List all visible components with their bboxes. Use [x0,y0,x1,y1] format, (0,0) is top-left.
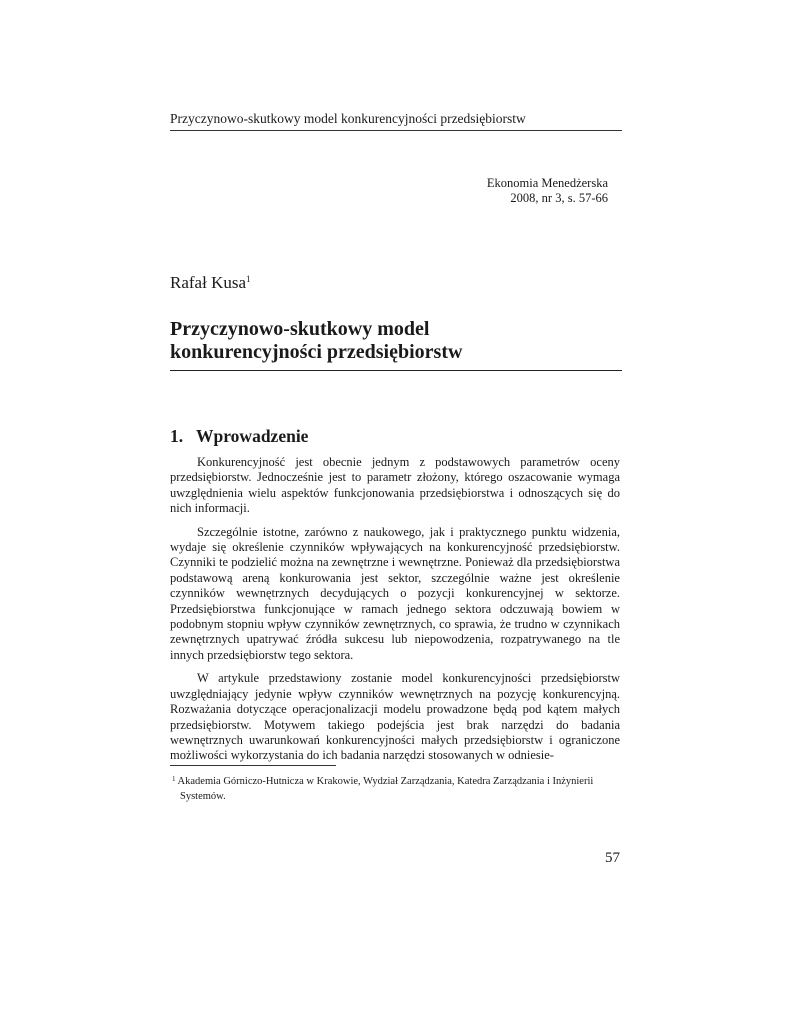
footnote-text: Akademia Górniczo-Hutnicza w Krakowie, Wydział Zarządzania, Katedra Zarządzania i Inżynierii Systemów. [177,776,594,802]
footnote-mark: 1 [172,775,176,783]
section-title: Wprowadzenie [196,426,309,446]
article-title [170,318,622,371]
journal-info [400,176,608,206]
title-line-1: Przyczynowo-skutkowy model [170,318,430,340]
section-heading [170,425,308,447]
body-text [170,455,620,772]
section-number: 1. [170,426,184,446]
author-line [170,269,251,293]
page-number: 57 [605,850,620,866]
title-line-2: konkurencyjności przedsiębiorstw [170,341,463,363]
author-footnote-mark: 1 [246,274,251,284]
journal-name: Ekonomia Menedżerska [486,176,608,190]
paragraph: Konkurencyjność jest obecnie jednym z podstawowych parametrów oceny przedsiębiorstw. Jednocześnie jest to parametr złożony, którego oszacowanie wymaga uwzględnienia wielu aspektów funkcjonowania przedsiębiorstwa i odnoszących się do nich informacji. [170,455,620,516]
running-header: Przyczynowo-skutkowy model konkurencyjności przedsiębiorstw [170,111,622,131]
paragraph: Szczególnie istotne, zarówno z naukowego, jak i praktycznego punktu widzenia, wydaje się określenie czynników wpływających na konkurencyjność przedsiębiorstw. Czynniki te podzielić można na zewnętrzne i wewnętrzne. Ponieważ dla przedsiębiorstwa podstawową areną konkurowania jest sektor, szczególnie ważne jest określenie czynników wewnętrznych decydujących o pozycji konkurencyjnej w sektorze. Przedsiębiorstwa funkcjonujące w ramach jednego sektora odczuwają bowiem w podobnym stopniu wpływ czynników zewnętrznych, co sprawia, że trudno w czynnikach zewnętrznych upatrywać źródła sukcesu lub niepowodzenia, rozpatrywanego na tle innych przedsiębiorstw tego sektora. [170,524,620,662]
author-name: Rafał Kusa [170,273,247,292]
footnote [170,772,630,804]
footnote-divider [170,765,336,766]
journal-citation: 2008, nr 3, s. 57-66 [510,191,608,205]
paragraph: W artykule przedstawiony zostanie model konkurencyjności przedsiębiorstw uwzględniający jedynie wpływ czynników wewnętrznych na pozycję konkurencyjną. Rozważania dotyczące operacjonalizacji modelu prowadzone będą pod kątem małych przedsiębiorstw. Motywem takiego podejścia jest brak narzędzi do badania wewnętrznych uwarunkowań konkurencyjności małych przedsiębiorstw i ograniczone możliwości wykorzystania do ich badania narzędzi stosowanych w odniesie- [170,671,620,763]
